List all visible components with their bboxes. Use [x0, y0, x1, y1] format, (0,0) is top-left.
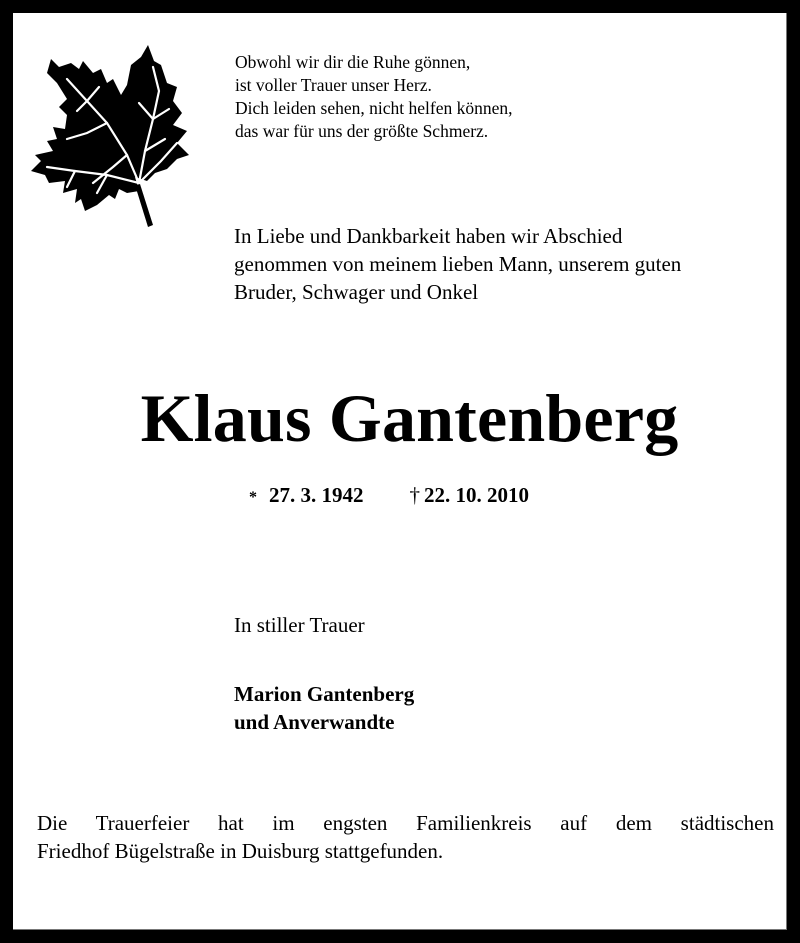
life-dates — [249, 481, 529, 512]
deceased-name: Klaus Gantenberg — [140, 380, 679, 456]
poem-line: Dich leiden sehen, nicht helfen können, — [235, 98, 513, 118]
death-date: 22. 10. 2010 — [424, 483, 529, 507]
maple-leaf-icon — [27, 43, 197, 228]
mourner-line: und Anverwandte — [234, 710, 395, 734]
farewell-line: Bruder, Schwager und Onkel — [234, 280, 479, 304]
poem-line: Obwohl wir dir die Ruhe gönnen, — [235, 52, 471, 72]
birth-date: 27. 3. 1942 — [269, 483, 364, 507]
mourner-line: Marion Gantenberg — [234, 682, 415, 706]
poem — [235, 51, 512, 143]
funeral-note-line: Friedhof Bügelstraße in Duisburg stattgefunden. — [37, 839, 444, 863]
funeral-note-line: Die Trauerfeier hat im engsten Familienkreis auf dem städtischen — [37, 811, 774, 835]
obituary-notice — [13, 13, 787, 930]
poem-line: das war für uns der größte Schmerz. — [235, 121, 489, 141]
farewell-text — [234, 222, 681, 306]
funeral-note — [37, 809, 774, 865]
farewell-line: genommen von meinem lieben Mann, unserem guten — [234, 252, 682, 276]
poem-line: ist voller Trauer unser Herz. — [235, 75, 432, 95]
farewell-line: In Liebe und Dankbarkeit haben wir Abschied — [234, 224, 623, 248]
mourners — [234, 680, 414, 736]
mourning-label: In stiller Trauer — [234, 613, 365, 637]
death-cross-icon: † — [409, 483, 420, 507]
birth-star-icon: * — [249, 489, 257, 506]
